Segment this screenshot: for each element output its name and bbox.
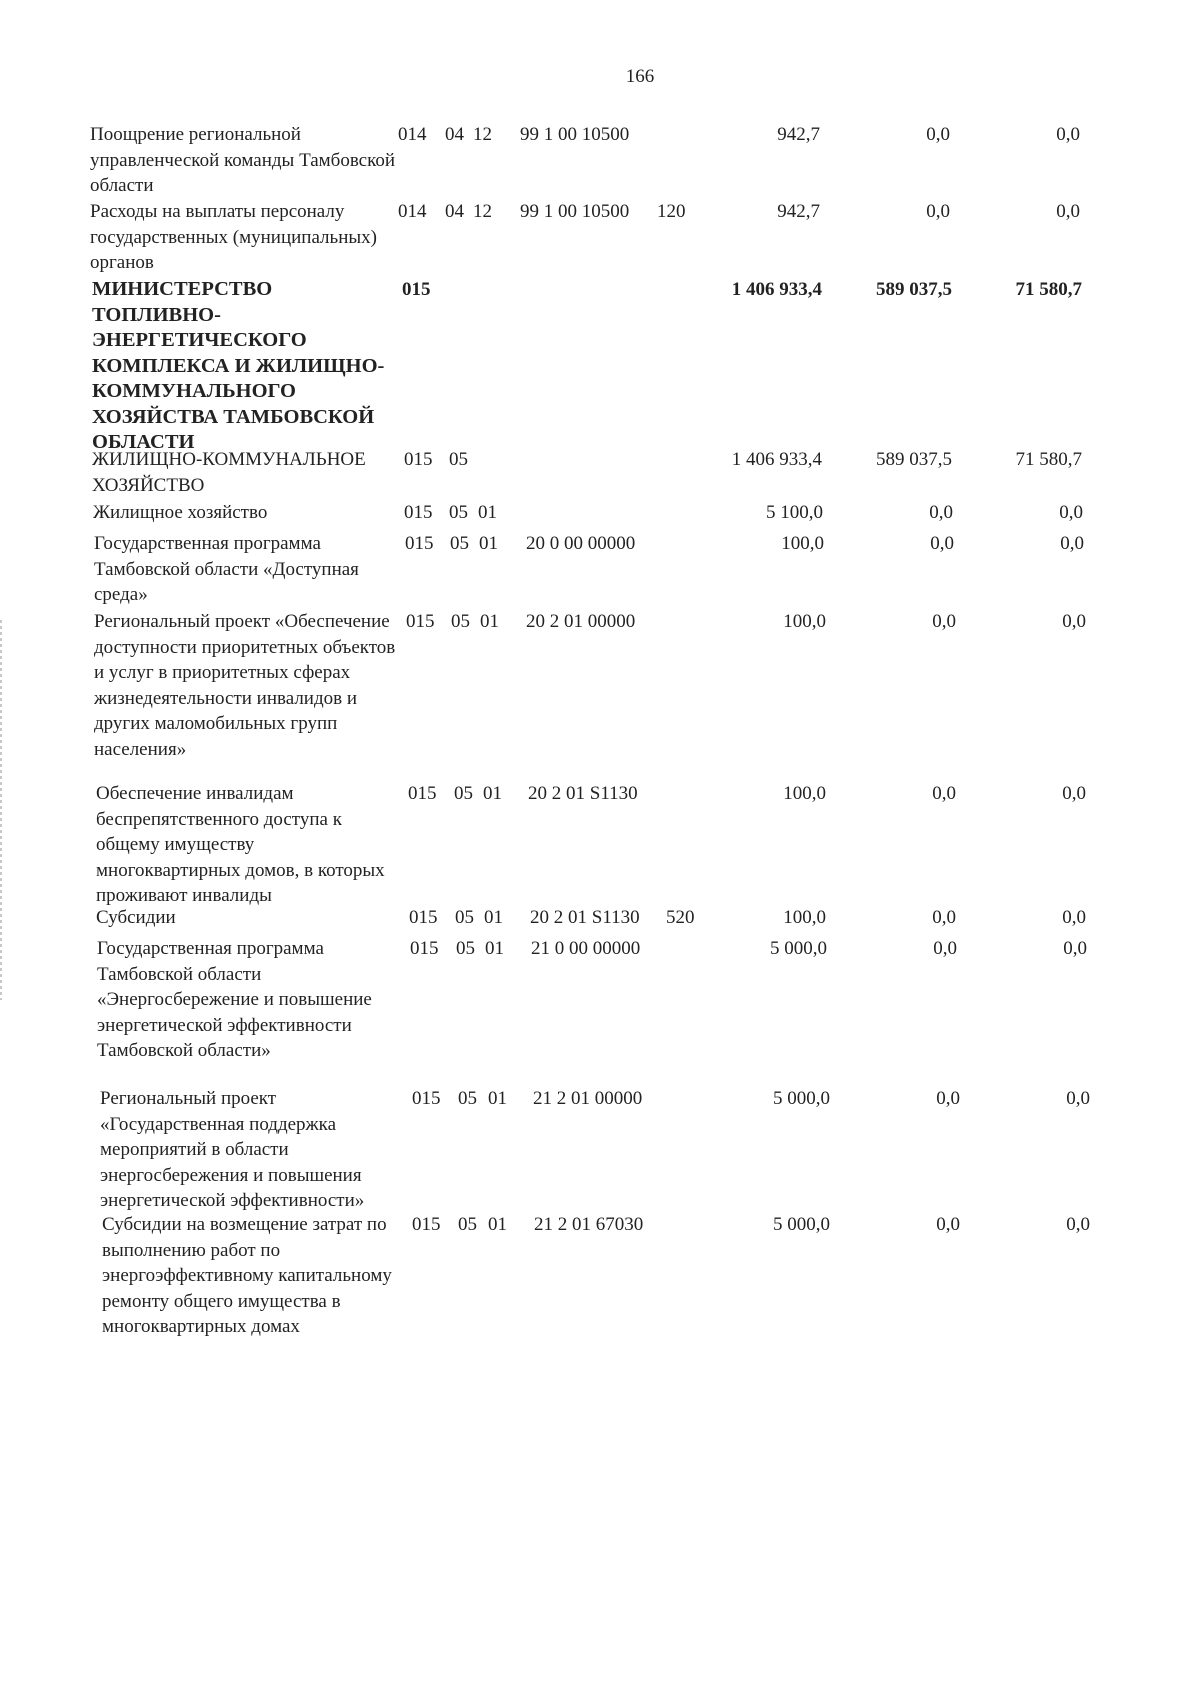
expense-type-code: 520: [666, 907, 695, 928]
value-year-1: 1 406 933,4: [731, 449, 822, 470]
table-row: [97, 936, 1200, 1086]
target-article-code: 20 2 01 S1130: [528, 783, 638, 804]
value-year-1: 100,0: [781, 533, 824, 554]
table-row: [96, 781, 1200, 905]
value-year-3: 0,0: [1056, 201, 1080, 222]
value-year-2: 589 037,5: [876, 279, 952, 300]
table-row: [92, 277, 1200, 453]
row-name: Субсидии на возмещение затрат по выполнению работ по энергоэффективному капитальному ремонту общего имущества в многоквартирных домах: [102, 1214, 392, 1337]
row-name: ЖИЛИЩНО-КОММУНАЛЬНОЕ ХОЗЯЙСТВО: [92, 449, 366, 496]
subsection-code: 01: [488, 1214, 507, 1235]
value-year-3: 0,0: [1062, 611, 1086, 632]
table-row: [94, 531, 1200, 609]
row-name: Расходы на выплаты персоналу государственных (муниципальных) органов: [90, 201, 377, 273]
value-year-1: 942,7: [777, 124, 820, 145]
value-year-3: 0,0: [1063, 938, 1087, 959]
ministry-code: 015: [404, 502, 433, 523]
value-year-2: 0,0: [930, 533, 954, 554]
section-code: 05: [449, 502, 468, 523]
subsection-code: 12: [473, 124, 492, 145]
value-year-1: 5 000,0: [773, 1214, 830, 1235]
section-code: 05: [455, 907, 474, 928]
table-row: [102, 1212, 1200, 1372]
value-year-2: 0,0: [929, 502, 953, 523]
ministry-code: 015: [412, 1214, 441, 1235]
value-year-2: 0,0: [926, 201, 950, 222]
ministry-code: 015: [402, 279, 431, 300]
value-year-1: 5 000,0: [773, 1088, 830, 1109]
subsection-code: 01: [478, 502, 497, 523]
value-year-2: 0,0: [926, 124, 950, 145]
value-year-2: 0,0: [936, 1088, 960, 1109]
row-name: Поощрение региональной управленческой команды Тамбовской области: [90, 124, 396, 196]
ministry-code: 014: [398, 201, 427, 222]
table-row: [90, 199, 1200, 277]
row-name: Региональный проект «Государственная поддержка мероприятий в области энергосбережения и повышения энергетической эффективности»: [100, 1088, 365, 1211]
value-year-2: 0,0: [932, 907, 956, 928]
target-article-code: 99 1 00 10500: [520, 201, 630, 222]
table-row: [92, 447, 1200, 500]
table-row: [93, 500, 1200, 531]
target-article-code: 99 1 00 10500: [520, 124, 630, 145]
row-name: Субсидии: [96, 907, 176, 928]
value-year-1: 100,0: [783, 783, 826, 804]
value-year-2: 0,0: [932, 783, 956, 804]
value-year-3: 0,0: [1059, 502, 1083, 523]
target-article-code: 20 2 01 S1130: [530, 907, 640, 928]
value-year-2: 0,0: [936, 1214, 960, 1235]
section-code: 04: [445, 201, 464, 222]
row-name: Жилищное хозяйство: [93, 502, 268, 523]
row-name: Государственная программа Тамбовской области «Доступная среда»: [94, 533, 359, 605]
row-name: Региональный проект «Обеспечение доступности приоритетных объектов и услуг в приоритетных сферах жизнедеятельности инвалидов и других маломобильных групп населения»: [94, 611, 396, 760]
subsection-code: 12: [473, 201, 492, 222]
section-code: 04: [445, 124, 464, 145]
section-code: 05: [454, 783, 473, 804]
value-year-3: 0,0: [1062, 783, 1086, 804]
target-article-code: 20 0 00 00000: [526, 533, 636, 554]
value-year-3: 71 580,7: [1015, 449, 1082, 470]
page-number: 166: [625, 66, 655, 87]
value-year-3: 0,0: [1062, 907, 1086, 928]
subsection-code: 01: [479, 533, 498, 554]
value-year-1: 100,0: [783, 907, 826, 928]
value-year-1: 100,0: [783, 611, 826, 632]
ministry-code: 015: [409, 907, 438, 928]
value-year-3: 0,0: [1056, 124, 1080, 145]
section-code: 05: [456, 938, 475, 959]
section-code: 05: [449, 449, 468, 470]
value-year-3: 0,0: [1060, 533, 1084, 554]
target-article-code: 21 0 00 00000: [531, 938, 641, 959]
value-year-2: 589 037,5: [876, 449, 952, 470]
subsection-code: 01: [485, 938, 504, 959]
target-article-code: 21 2 01 00000: [533, 1088, 643, 1109]
value-year-3: 0,0: [1066, 1088, 1090, 1109]
subsection-code: 01: [480, 611, 499, 632]
ministry-code: 015: [404, 449, 433, 470]
value-year-1: 5 100,0: [766, 502, 823, 523]
subsection-code: 01: [483, 783, 502, 804]
budget-table: [0, 122, 1200, 1372]
value-year-1: 942,7: [777, 201, 820, 222]
section-code: 05: [458, 1088, 477, 1109]
ministry-code: 015: [412, 1088, 441, 1109]
row-name: МИНИСТЕРСТВО ТОПЛИВНО-ЭНЕРГЕТИЧЕСКОГО КОМПЛЕКСА И ЖИЛИЩНО-КОММУНАЛЬНОГО ХОЗЯЙСТВА ТАМБОВСКОЙ ОБЛАСТИ: [92, 278, 385, 453]
section-code: 05: [450, 533, 469, 554]
subsection-code: 01: [488, 1088, 507, 1109]
target-article-code: 20 2 01 00000: [526, 611, 636, 632]
row-name: Обеспечение инвалидам беспрепятственного доступа к общему имуществу многоквартирных домов, в которых проживают инвалиды: [96, 783, 385, 906]
value-year-2: 0,0: [932, 611, 956, 632]
value-year-1: 1 406 933,4: [731, 279, 822, 300]
value-year-3: 0,0: [1066, 1214, 1090, 1235]
value-year-2: 0,0: [933, 938, 957, 959]
ministry-code: 015: [406, 611, 435, 632]
target-article-code: 21 2 01 67030: [534, 1214, 644, 1235]
table-row: [100, 1086, 1200, 1212]
expense-type-code: 120: [657, 201, 686, 222]
section-code: 05: [451, 611, 470, 632]
subsection-code: 01: [484, 907, 503, 928]
value-year-3: 71 580,7: [1015, 279, 1082, 300]
table-row: [90, 122, 1200, 199]
row-name: Государственная программа Тамбовской области «Энергосбережение и повышение энергетической эффективности Тамбовской области»: [97, 938, 372, 1061]
ministry-code: 015: [408, 783, 437, 804]
ministry-code: 014: [398, 124, 427, 145]
section-code: 05: [458, 1214, 477, 1235]
ministry-code: 015: [410, 938, 439, 959]
value-year-1: 5 000,0: [770, 938, 827, 959]
table-row: [94, 609, 1200, 781]
ministry-code: 015: [405, 533, 434, 554]
table-row: [96, 905, 1200, 936]
